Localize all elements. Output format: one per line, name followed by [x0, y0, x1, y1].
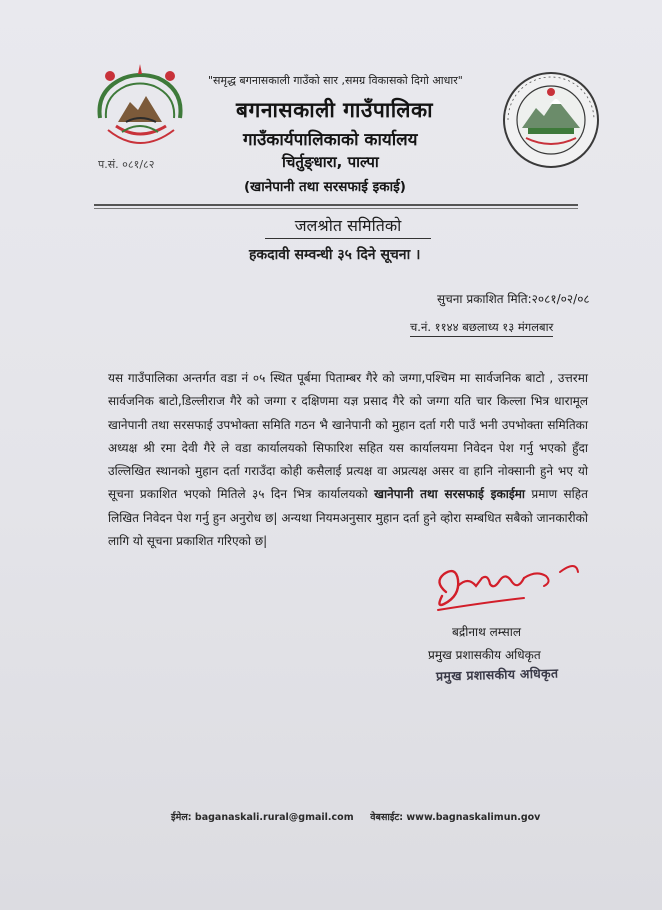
signer-title: प्रमुख प्रशासकीय अधिकृत	[428, 648, 541, 662]
official-stamp: प्रमुख प्रशासकीय अधिकृत	[435, 665, 559, 684]
notice-body-part1: यस गाउँपालिका अन्तर्गत वडा नं ०५ स्थित पूर्बमा पिताम्बर गैरे को जग्गा,पश्चिम मा सार्वजनिक बाटो , उत्तरमा सार्वजनिक बाटो,डिल्लीराज गैरे को जग्गा र दक्षिणमा यज्ञ प्रसाद गैरे को जग्गा यति चार किल्ला भित्र धारामूल खानेपानी तथा सरसफाई उपभोक्ता समिति गठन भै खानेपानी को मुहान दर्ता गरी पाउँ भनी उपभोक्ता समितिका अध्यक्ष श्री रमा देवी गैरे ले वडा कार्यालयको सिफारिश सहित यस कार्यालयमा निवेदन पेश गर्नु भएको हुँदा उल्लिखित स्थानको मुहान दर्ता गराउँदा कोही कसैलाई प्रत्यक्ष वा अप्रत्यक्ष असर वा हानि नोक्सानी हुने भए यो सूचना प्रकाशित भएको मितिले ३५ दिन भित्र कार्यालयको	[108, 371, 588, 502]
notice-title: हकदावी सम्वन्धी ३५ दिने सूचना ।	[249, 247, 421, 263]
margin-note: प.सं. ०८१/८२	[98, 158, 155, 171]
signer-name: बद्रीनाथ लम्साल	[452, 625, 521, 639]
organization-name: बगनासकाली गाउँपालिका	[236, 98, 434, 122]
slogan: "समृद्ध बगनासकाली गाउँको सार ,समग्र विकासको दिगो आधार"	[208, 74, 463, 87]
office-name: गाउँकार्यपालिकाको कार्यालय	[243, 130, 418, 150]
footer-contact	[171, 810, 540, 823]
dispatch-reference: च.नं. ११४४ बछलाध्य १३ मंगलबार	[410, 320, 553, 337]
unit-name: (खानेपानी तथा सरसफाई इकाई)	[244, 179, 406, 195]
header-divider	[94, 204, 578, 206]
email-label: ईमेल:	[171, 812, 192, 823]
committee-heading: जलश्रोत समितिको	[265, 214, 431, 239]
website-label: वेबसाईट:	[370, 812, 404, 823]
publish-date: सुचना प्रकाशित मिति:२०८१/०२/०८	[437, 292, 590, 306]
header-divider-thin	[94, 208, 578, 209]
nepal-emblem-icon	[86, 60, 194, 160]
notice-body-part2: प्रमाण सहित लिखित निवेदन पेश गर्नु हुन अनुरोध छ| अन्यथा नियमअनुसार मुहान दर्ता हुने व्होरा सम्बधित सबैको जानकारीको लागि यो सूचना प्रकाशित गरिएको छ|	[108, 487, 588, 549]
municipality-seal-icon	[498, 70, 604, 170]
office-location: चिर्तुङ्धारा, पाल्पा	[282, 153, 379, 171]
notice-body-highlight: खानेपानी तथा सरसफाई इकाईमा	[374, 487, 526, 502]
signature-icon	[428, 556, 588, 620]
website-address: www.bagnaskalimun.gov	[406, 812, 541, 823]
notice-body	[108, 367, 588, 553]
email-address: baganaskali.rural@gmail.com	[194, 812, 354, 823]
